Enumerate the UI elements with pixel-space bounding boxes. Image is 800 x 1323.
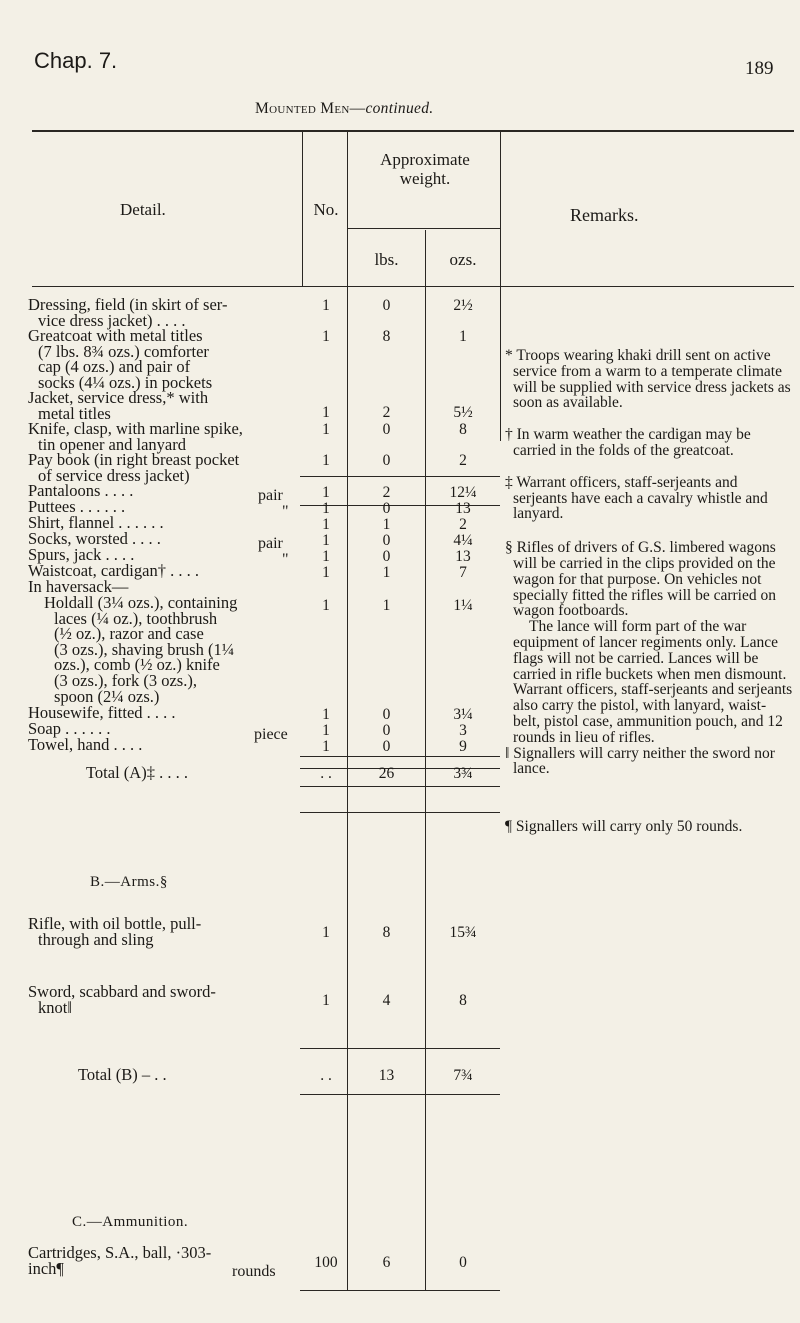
remark-cardigan: † In warm weather the cardigan may be carried in the folds of the greatcoat. [505, 426, 751, 459]
header-approx-weight: Approximate weight. [380, 150, 470, 188]
ozs-waistcoat: 7 [459, 564, 467, 581]
detail-pantaloons: Pantaloons . . . . [28, 481, 134, 500]
section-b-heading: B.—Arms.§ [90, 874, 168, 890]
ozs-towel: 9 [459, 738, 467, 755]
ozs-housewife: 3¼ [453, 706, 473, 723]
col-divider-weight [500, 131, 501, 441]
header-detail: Detail. [120, 200, 166, 219]
total-b-lbs: 13 [378, 1067, 395, 1084]
no-puttees: 1 [322, 500, 330, 517]
header-lbs: lbs. [374, 250, 399, 269]
page-title [255, 100, 433, 118]
detail-waistcoat: Waistcoat, cardigan† . . . . [28, 561, 199, 580]
no-pay-book: 1 [322, 452, 330, 469]
total-b-no: . . [320, 1067, 332, 1084]
no-sword: 1 [322, 992, 330, 1009]
detail-haversack: In haversack— [28, 577, 129, 596]
detail-holdall: Holdall (3¼ ozs.), containing laces (¼ oz.), toothbrush (½ oz.), razor and case (3 ozs.), shaving brush (1¼ ozs.), comb (½ oz.) knife (3 ozs.), fork (3 ozs.), spoon (2¼ ozs.) [44, 593, 238, 706]
title-main: Mounted Men [255, 100, 350, 117]
ozs-pay-book: 2 [459, 452, 467, 469]
header-remarks: Remarks. [570, 205, 639, 225]
detail-sword: Sword, scabbard and sword- knot‖ [28, 982, 216, 1017]
unit-puttees: " [282, 503, 289, 520]
remark-whistle: ‡ Warrant officers, staff-serjeants and serjeants have each a cavalry whistle and lanyard. [505, 473, 768, 523]
no-socks: 1 [322, 532, 330, 549]
ozs-pantaloons: 12¼ [449, 484, 477, 501]
header-ozs: ozs. [449, 250, 477, 269]
lbs-dressing: 0 [382, 297, 391, 314]
ozs-holdall: 1¼ [453, 597, 473, 614]
section-b-top-rule [300, 786, 500, 787]
total-a-lbs: 26 [378, 765, 395, 782]
unit-soap: piece [254, 726, 288, 743]
remark-khaki-drill: * Troops wearing khaki drill sent on active service from a warm to a temperate climate will be supplied with service dress jackets as soon as available. [505, 347, 791, 412]
ozs-socks: 4¼ [453, 532, 473, 549]
detail-pay-book: Pay book (in right breast pocket of service dress jacket) [28, 450, 240, 485]
unit-cartridges: rounds [232, 1263, 276, 1280]
lbs-jacket: 2 [382, 404, 391, 421]
lbs-puttees: 0 [382, 500, 391, 517]
total-a-no: . . [320, 765, 332, 782]
detail-soap: Soap . . . . . . [28, 719, 111, 738]
ozs-cartridges: 0 [459, 1254, 467, 1271]
ozs-soap: 3 [459, 722, 467, 739]
detail-dressing: Dressing, field (in skirt of ser- vice dress jacket) . . . . [28, 295, 228, 330]
remark-signallers-sword: ‖ Signallers will carry neither the sword nor lance. [505, 744, 775, 778]
table-top-rule [32, 130, 794, 132]
lbs-towel: 0 [382, 738, 391, 755]
section-c-heading: C.—Ammunition. [72, 1214, 189, 1230]
detail-socks: Socks, worsted . . . . [28, 529, 161, 548]
lbs-shirt: 1 [382, 516, 391, 533]
ozs-rifle: 15¾ [449, 924, 477, 941]
ozs-shirt: 2 [459, 516, 467, 533]
no-dressing: 1 [322, 297, 330, 314]
unit-pantaloons: pair [258, 487, 283, 504]
no-knife: 1 [322, 421, 330, 438]
lbs-housewife: 0 [382, 706, 391, 723]
ozs-knife: 8 [459, 421, 467, 438]
no-holdall: 1 [322, 597, 330, 614]
no-cartridges: 100 [314, 1254, 338, 1271]
no-rifle: 1 [322, 924, 330, 941]
ozs-puttees: 13 [455, 500, 471, 517]
detail-jacket: Jacket, service dress,* with metal titles [28, 388, 209, 423]
lbs-soap: 0 [382, 722, 391, 739]
lbs-knife: 0 [382, 421, 391, 438]
header-bottom-rule [32, 286, 794, 287]
title-cont: continued. [365, 100, 434, 117]
detail-spurs: Spurs, jack . . . . [28, 545, 135, 564]
unit-spurs: " [282, 551, 289, 568]
total-a-rule [300, 476, 500, 477]
no-soap: 1 [322, 722, 330, 739]
title-sep: — [349, 100, 366, 117]
ozs-greatcoat: 1 [459, 328, 467, 345]
no-towel: 1 [322, 738, 330, 755]
no-shirt: 1 [322, 516, 330, 533]
total-a-ozs: 3¾ [453, 765, 473, 782]
total-b-label: Total (B) – . . [78, 1065, 167, 1084]
section-c-top-rule [300, 1094, 500, 1095]
ozs-dressing: 2½ [453, 297, 473, 314]
lbs-spurs: 0 [382, 548, 391, 565]
detail-cartridges: Cartridges, S.A., ball, ·303- inch¶ [28, 1243, 212, 1278]
remark-rifles-drivers: § Rifles of drivers of G.S. limbered wagons will be carried in the clips provided on the wagon for that purpose. On vehicles not specially fitted the rifles will be carried on wagon footboards. [505, 539, 776, 620]
section-c-rule [300, 812, 500, 813]
lbs-greatcoat: 8 [382, 328, 391, 345]
remarks-column [505, 348, 795, 835]
lbs-cartridges: 6 [382, 1254, 391, 1271]
no-spurs: 1 [322, 548, 330, 565]
detail-housewife: Housewife, fitted . . . . [28, 703, 176, 722]
lbs-socks: 0 [382, 532, 391, 549]
remark-lance: The lance will form part of the war equipment of lancer regiments only. Lance flags will not be carried. Lances will be carried in rifle buckets when men dismount. Warrant officers, staff-serjeants and serjeants also carry the pistol, with lanyard, waist-belt, pistol case, ammunition pouch, and 12 rounds in lieu of rifles. [513, 618, 793, 746]
detail-greatcoat: Greatcoat with metal titles (7 lbs. 8¾ ozs.) comforter cap (4 ozs.) and pair of socks (4¼ ozs.) in pockets [28, 326, 213, 392]
weight-subheader-rule [348, 228, 500, 229]
total-a-label: Total (A)‡ . . . . [86, 763, 188, 782]
total-b-top-rule [300, 1048, 500, 1049]
detail-shirt: Shirt, flannel . . . . . . [28, 513, 164, 532]
lbs-holdall: 1 [382, 597, 391, 614]
total-a-top-rule [300, 756, 500, 757]
no-waistcoat: 1 [322, 564, 330, 581]
no-pantaloons: 1 [322, 484, 330, 501]
no-greatcoat: 1 [322, 328, 330, 345]
total-b-ozs: 7¾ [453, 1067, 473, 1084]
detail-rifle: Rifle, with oil bottle, pull- through and sling [28, 914, 202, 949]
col-divider-lbs [425, 230, 426, 1290]
ozs-sword: 8 [459, 992, 467, 1009]
unit-socks: pair [258, 535, 283, 552]
table-bottom-rule [300, 1290, 500, 1291]
ozs-jacket: 5½ [453, 404, 473, 421]
ozs-spurs: 13 [455, 548, 471, 565]
page-number: 189 [745, 58, 774, 79]
lbs-pantaloons: 2 [382, 484, 391, 501]
col-divider-detail [302, 131, 303, 287]
chapter-label: Chap. 7. [34, 48, 118, 73]
lbs-rifle: 8 [382, 924, 391, 941]
detail-towel: Towel, hand . . . . [28, 735, 143, 754]
no-housewife: 1 [322, 706, 330, 723]
detail-knife: Knife, clasp, with marline spike, tin opener and lanyard [28, 419, 243, 454]
remark-signallers-rounds: ¶ Signallers will carry only 50 rounds. [505, 818, 743, 836]
detail-puttees: Puttees . . . . . . [28, 497, 126, 516]
lbs-waistcoat: 1 [382, 564, 391, 581]
header-no: No. [313, 200, 339, 219]
lbs-pay-book: 0 [382, 452, 391, 469]
lbs-sword: 4 [382, 992, 391, 1009]
no-jacket: 1 [322, 404, 330, 421]
